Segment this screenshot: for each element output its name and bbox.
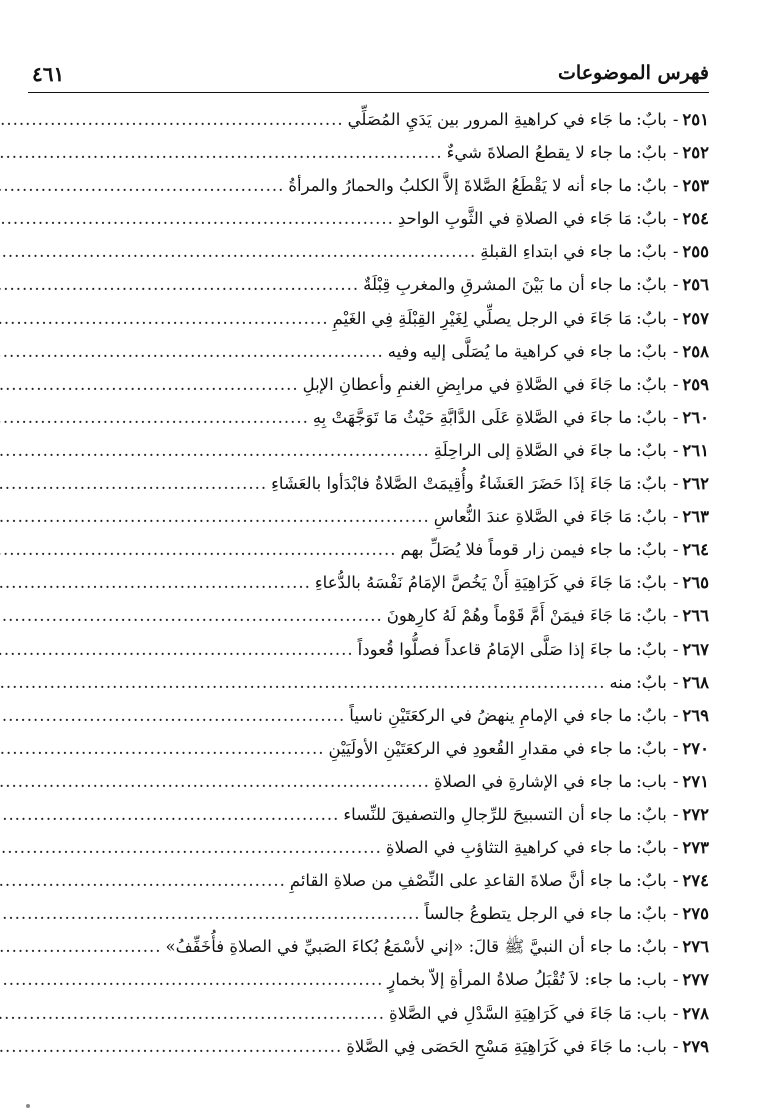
- dot-leader: [0, 1004, 385, 1023]
- entry-dash: -: [672, 970, 679, 990]
- entry-dash: -: [672, 639, 679, 659]
- toc-entry: [18, 209, 709, 242]
- entry-chapter-label: بابٌ:: [636, 474, 667, 494]
- toc-entry: [18, 937, 709, 970]
- dot-leader: [0, 474, 267, 493]
- entry-chapter-label: بابٌ:: [636, 308, 667, 328]
- entry-title: ما جاء في كراهية ما يُصَلَّى إليه وفيه: [387, 341, 633, 361]
- dot-leader: [0, 739, 325, 758]
- toc-entry: [18, 1037, 709, 1070]
- dot-leader: [0, 242, 476, 261]
- dot-leader: [0, 342, 384, 361]
- entry-title: ما جاء أنه لا يَقْطَعُ الصَّلاةَ إلاَّ الكلبُ والحمارُ والمرأةُ: [288, 176, 633, 196]
- page-mark: [26, 1104, 30, 1108]
- entry-number: ٢٧٣: [682, 838, 709, 858]
- entry-chapter-label: باب:: [636, 1036, 667, 1056]
- entry-title: ما جاء أن ما بَيْنَ المشرقِ والمغربِ قِبْلَةٌ: [363, 275, 633, 295]
- dot-leader: [0, 838, 382, 857]
- dot-leader: [0, 143, 443, 162]
- toc-entry: [18, 706, 709, 739]
- entry-title: ما جاء أن النبيَّ ﷺ قالَ: «إني لأسْمَعُ بُكاءَ الصَبيِّ في الصلاةِ فأُخَفِّفُ»: [165, 937, 633, 957]
- entry-dash: -: [672, 904, 679, 924]
- entry-dash: -: [672, 507, 679, 527]
- entry-title: منه: [609, 672, 633, 692]
- entry-number: ٢٥٥: [682, 242, 709, 262]
- entry-chapter-label: باب:: [636, 771, 667, 791]
- entry-chapter-label: بابٌ:: [636, 507, 667, 527]
- entry-title: ما جَاءَ في كَرَاهِيَةِ مَسْحِ الحَصَى فِي الصَّلاةِ: [346, 1036, 633, 1056]
- dot-leader: [0, 540, 396, 559]
- toc-entry: [18, 871, 709, 904]
- toc-entry: [18, 474, 709, 507]
- entry-dash: -: [672, 804, 679, 824]
- entry-chapter-label: بابٌ:: [636, 639, 667, 659]
- toc-entry: [18, 375, 709, 408]
- entry-chapter-label: بابٌ:: [636, 275, 667, 295]
- toc-entry: [18, 573, 709, 606]
- entry-chapter-label: بابٌ:: [636, 407, 667, 427]
- dot-leader: [0, 606, 383, 625]
- entry-number: ٢٦٨: [682, 672, 709, 692]
- toc-entry: [18, 507, 709, 540]
- toc-entry: [18, 275, 709, 308]
- entry-chapter-label: باب:: [636, 1003, 667, 1023]
- entry-title: ما جاء في الإشارةِ في الصلاةِ: [433, 771, 633, 791]
- entry-dash: -: [672, 474, 679, 494]
- entry-title: ما جاء في كراهيةِ التثاؤبِ في الصلاةِ: [385, 838, 633, 858]
- dot-leader: [0, 309, 329, 328]
- dot-leader: [0, 209, 394, 228]
- entry-number: ٢٦٩: [682, 705, 709, 725]
- entry-number: ٢٧٠: [682, 738, 709, 758]
- entry-number: ٢٥٨: [682, 341, 709, 361]
- entry-dash: -: [672, 738, 679, 758]
- entry-number: ٢٥٣: [682, 176, 709, 196]
- entry-title: ما جَاءَ في الصَّلاةِ في مرابِضِ الغنمِ وأعطانِ الإبلِ: [302, 374, 633, 394]
- entry-dash: -: [672, 407, 679, 427]
- entry-number: ٢٥٧: [682, 308, 709, 328]
- entry-chapter-label: بابٌ:: [636, 440, 667, 460]
- entry-number: ٢٧٥: [682, 904, 709, 924]
- entry-chapter-label: باب:: [636, 970, 667, 990]
- entry-chapter-label: بابٌ:: [636, 242, 667, 262]
- dot-leader: [0, 904, 421, 923]
- entry-title: ما جاء في ابتداءِ القبلةِ: [480, 242, 633, 262]
- entry-chapter-label: بابٌ:: [636, 143, 667, 163]
- entry-dash: -: [672, 242, 679, 262]
- entry-dash: -: [672, 606, 679, 626]
- entry-title: ما جاء أن التسبيحَ للرِّجالِ والتصفيقَ للنِّساء: [343, 804, 633, 824]
- entry-title: ما جاء في الرجل يتطوعُ جالساً: [424, 904, 633, 924]
- toc-entry: [18, 540, 709, 573]
- dot-leader: [0, 805, 339, 824]
- entry-chapter-label: بابٌ:: [636, 606, 667, 626]
- entry-title: ما جاء في مقدارِ القُعودِ في الركعَتَيْنِ الأولَيَيْنِ: [328, 738, 633, 758]
- entry-title: مَا جَاءَ في كَرَاهِيَةِ السَّدْلِ في الصَّلاةِ: [389, 1003, 633, 1023]
- toc-entry: [18, 640, 709, 673]
- toc-entry: [18, 176, 709, 209]
- entry-dash: -: [672, 838, 679, 858]
- entry-number: ٢٦٢: [682, 474, 709, 494]
- entry-title: ما جاءَ في الصَّلاةِ عَلَى الدَّابَّةِ حَيْثُ مَا تَوَجَّهَتْ بِهِ: [312, 407, 633, 427]
- entry-chapter-label: بابٌ:: [636, 209, 667, 229]
- toc-entry: [18, 441, 709, 474]
- dot-leader: [0, 110, 344, 129]
- entry-title: مَا جَاءَ في الرجل يصلِّي لِغَيْرِ القِبْلَةِ فِي الغَيْمِ: [332, 308, 633, 328]
- entry-number: ٢٧٤: [682, 871, 709, 891]
- table-of-contents: [18, 110, 709, 1070]
- entry-title: مَا جَاءَ في الصَّلاةِ عندَ النُّعاسِ: [433, 507, 633, 527]
- toc-entry: [18, 673, 709, 706]
- entry-chapter-label: بابٌ:: [636, 937, 667, 957]
- entry-number: ٢٥٩: [682, 374, 709, 394]
- entry-chapter-label: بابٌ:: [636, 341, 667, 361]
- entry-title: ما جاء فيمن زار قوماً فلا يُصَلِّ بهم: [400, 540, 633, 560]
- header-title: فهرس الموضوعات: [558, 62, 709, 84]
- dot-leader: [0, 573, 311, 592]
- entry-dash: -: [672, 1036, 679, 1056]
- entry-number: ٢٥١: [682, 110, 709, 129]
- entry-title: ما جاء في الإمامِ ينهضُ في الركعَتَيْنِ ناسياً: [349, 705, 633, 725]
- entry-title: ما جاءَ إذا صَلَّى الإمَامُ قاعداً فصلُّوا قُعوداً: [357, 639, 633, 659]
- toc-entry: [18, 970, 709, 1003]
- entry-number: ٢٥٦: [682, 275, 709, 295]
- entry-title: مَا جَاءَ إذَا حَضَرَ العَشَاءُ وأُقِيمَتْ الصَّلاةُ فابْدَأوا بالعَشَاءِ: [271, 474, 633, 494]
- toc-entry: [18, 408, 709, 441]
- entry-number: ٢٧٨: [682, 1003, 709, 1023]
- dot-leader: [0, 673, 605, 692]
- dot-leader: [0, 706, 345, 725]
- entry-chapter-label: بابٌ:: [636, 374, 667, 394]
- entry-number: ٢٦٧: [682, 639, 709, 659]
- entry-number: ٢٦٤: [682, 540, 709, 560]
- dot-leader: [0, 937, 161, 956]
- entry-dash: -: [672, 672, 679, 692]
- entry-number: ٢٥٤: [682, 209, 709, 229]
- entry-dash: -: [672, 771, 679, 791]
- dot-leader: [0, 441, 430, 460]
- entry-dash: -: [672, 308, 679, 328]
- toc-entry: [18, 342, 709, 375]
- entry-number: ٢٧٦: [682, 937, 709, 957]
- entry-dash: -: [672, 937, 679, 957]
- toc-entry: [18, 242, 709, 275]
- toc-entry: [18, 606, 709, 639]
- toc-entry: [18, 904, 709, 937]
- entry-number: ٢٧٩: [682, 1036, 709, 1056]
- entry-dash: -: [672, 871, 679, 891]
- entry-dash: -: [672, 573, 679, 593]
- entry-chapter-label: بابٌ:: [636, 540, 667, 560]
- entry-chapter-label: بابٌ:: [636, 871, 667, 891]
- entry-number: ٢٦١: [682, 440, 709, 460]
- entry-chapter-label: بابٌ:: [636, 738, 667, 758]
- entry-number: ٢٦٠: [682, 407, 709, 427]
- entry-dash: -: [672, 374, 679, 394]
- entry-dash: -: [672, 110, 679, 129]
- toc-entry: [18, 309, 709, 342]
- toc-entry: [18, 1004, 709, 1037]
- dot-leader: [0, 772, 430, 791]
- entry-number: ٢٧٧: [682, 970, 709, 990]
- entry-dash: -: [672, 440, 679, 460]
- header-page-number: ٤٦١: [32, 62, 65, 86]
- dot-leader: [0, 408, 309, 427]
- entry-number: ٢٥٢: [682, 143, 709, 163]
- entry-chapter-label: بابٌ:: [636, 573, 667, 593]
- entry-dash: -: [672, 275, 679, 295]
- entry-title: ما جاء: لاَ تُقْبَلُ صلاةُ المرأةِ إلاّ بخمارٍ: [387, 970, 633, 990]
- entry-title: مَا جَاءَ في كَرَاهِيَةِ أَنْ يَخُصَّ الإمَامُ نَفْسَهُ بالدُّعاءِ: [314, 573, 633, 593]
- entry-chapter-label: بابٌ:: [636, 904, 667, 924]
- entry-chapter-label: بابٌ:: [636, 176, 667, 196]
- dot-leader: [0, 275, 359, 294]
- entry-chapter-label: بابٌ:: [636, 804, 667, 824]
- dot-leader: [0, 970, 383, 989]
- page-header: [28, 58, 709, 93]
- entry-title: ما جَاء في كراهيةِ المرور بين يَدَيِ المُصَلِّي: [347, 110, 633, 129]
- dot-leader: [0, 375, 299, 394]
- entry-chapter-label: بابٌ:: [636, 838, 667, 858]
- entry-dash: -: [672, 209, 679, 229]
- dot-leader: [0, 871, 286, 890]
- entry-chapter-label: بابٌ:: [636, 705, 667, 725]
- entry-number: ٢٦٦: [682, 606, 709, 626]
- entry-number: ٢٧١: [682, 771, 709, 791]
- entry-title: ما جاءَ في الصَّلاةِ إلى الراحِلَةِ: [433, 440, 633, 460]
- entry-dash: -: [672, 1003, 679, 1023]
- entry-dash: -: [672, 176, 679, 196]
- entry-chapter-label: بابٌ:: [636, 672, 667, 692]
- dot-leader: [0, 640, 354, 659]
- entry-number: ٢٦٥: [682, 573, 709, 593]
- entry-title: مَا جَاء في الصلاةِ في الثَّوبِ الواحدِ: [397, 209, 633, 229]
- entry-number: ٢٦٣: [682, 507, 709, 527]
- entry-title: ما جاء لا يقطعُ الصلاةَ شيءٌ: [446, 143, 633, 163]
- toc-entry: [18, 143, 709, 176]
- toc-entry: [18, 838, 709, 871]
- toc-entry: [18, 739, 709, 772]
- toc-entry: [18, 805, 709, 838]
- entry-title: مَا جَاءَ فيمَنْ أَمَّ قَوْماً وهُمْ لَهُ كارِهونَ: [386, 606, 633, 626]
- entry-number: ٢٧٢: [682, 804, 709, 824]
- entry-chapter-label: بابٌ:: [636, 110, 667, 129]
- toc-entry: [18, 772, 709, 805]
- entry-dash: -: [672, 705, 679, 725]
- entry-dash: -: [672, 540, 679, 560]
- dot-leader: [0, 176, 284, 195]
- entry-dash: -: [672, 143, 679, 163]
- entry-dash: -: [672, 341, 679, 361]
- toc-entry: [18, 110, 709, 143]
- dot-leader: [0, 507, 430, 526]
- dot-leader: [0, 1037, 342, 1056]
- entry-title: ما جاء أنَّ صلاةَ القاعدِ على النِّصْفِ من صلاةِ القائمِ: [289, 871, 633, 891]
